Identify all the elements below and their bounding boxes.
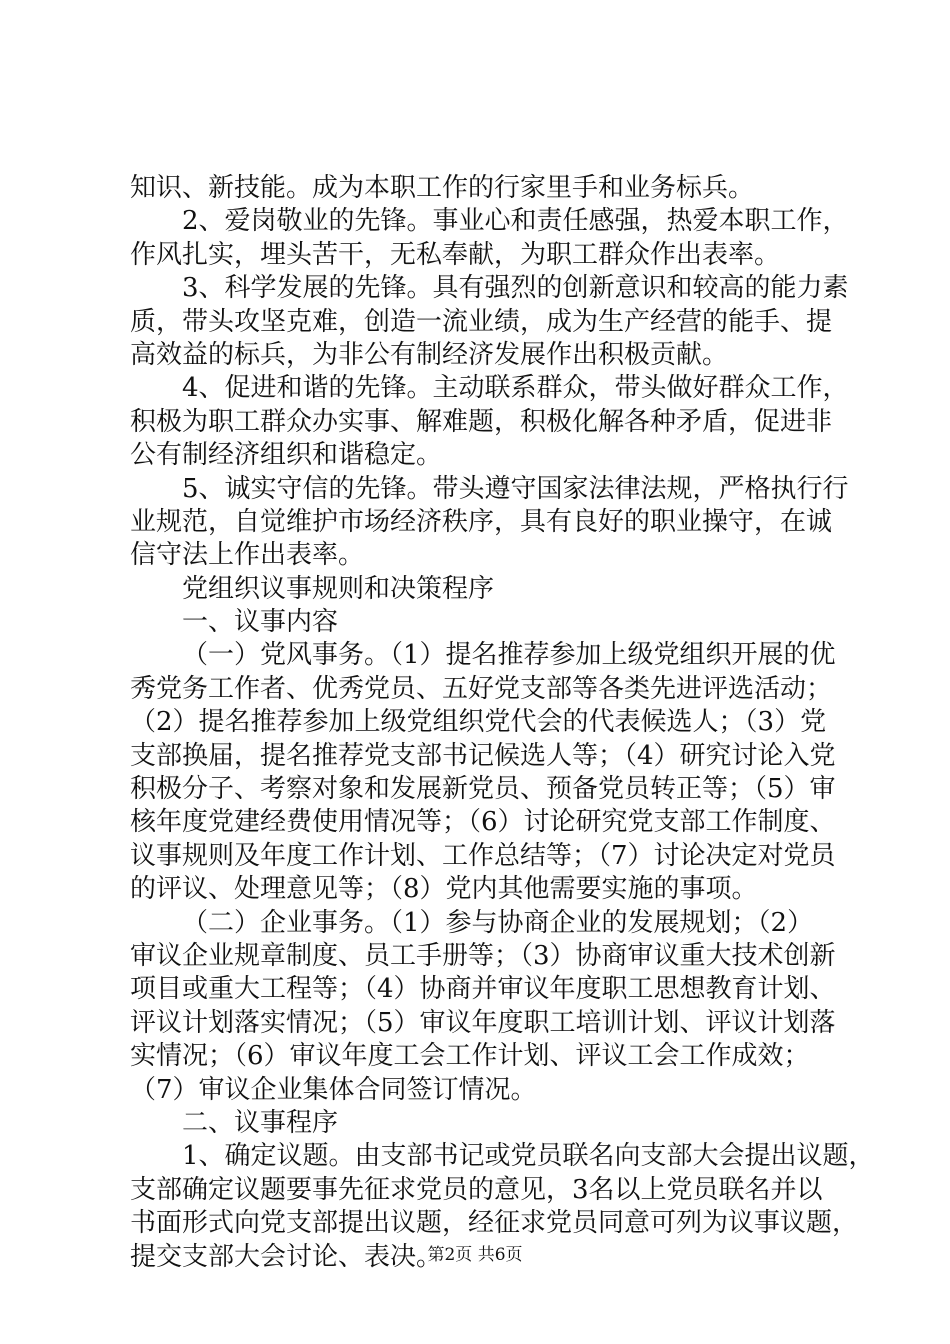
text-line: 提交支部大会讨论、表决。 — [130, 1241, 443, 1272]
section-title: 党组织议事规则和决策程序 — [182, 573, 495, 604]
text-line: 1、确定议题。由支部书记或党员联名向支部大会提出议题， — [182, 1141, 875, 1172]
text-line: 的评议、处理意见等；（8）党内其他需要实施的事项。 — [130, 874, 758, 905]
text-line: 支部换届，提名推荐党支部书记候选人等；（4）研究讨论入党 — [130, 740, 836, 771]
text-line: 5、诚实守信的先锋。带头遵守国家法律法规，严格执行行 — [182, 473, 849, 504]
text-line: （2）提名推荐参加上级党组织党代会的代表候选人；（3）党 — [130, 707, 827, 738]
text-line: 公有制经济组织和谐稳定。 — [130, 440, 443, 471]
section-heading: 二、议事程序 — [182, 1107, 339, 1138]
text-line: 核年度党建经费使用情况等；（6）讨论研究党支部工作制度、 — [130, 807, 836, 838]
page-number: 第2页 共6页 — [427, 1245, 523, 1265]
text-line: 书面形式向党支部提出议题，经征求党员同意可列为议事议题， — [130, 1208, 859, 1239]
text-line: 3、科学发展的先锋。具有强烈的创新意识和较高的能力素 — [182, 273, 849, 304]
text-line: 实情况；（6）审议年度工会工作计划、评议工会工作成效； — [130, 1041, 810, 1072]
text-line: 2、爱岗敬业的先锋。事业心和责任感强，热爱本职工作， — [182, 206, 849, 237]
text-line: 积极为职工群众办实事、解难题，积极化解各种矛盾，促进非 — [130, 406, 833, 437]
text-line: 审议企业规章制度、员工手册等；（3）协商审议重大技术创新 — [130, 940, 836, 971]
text-line: 议事规则及年度工作计划、工作总结等；（7）讨论决定对党员 — [130, 840, 836, 871]
text-line: 业规范，自觉维护市场经济秩序，具有良好的职业操守，在诚 — [130, 506, 833, 537]
text-line: 项目或重大工程等；（4）协商并审议年度职工思想教育计划、 — [130, 974, 836, 1005]
text-line: （7）审议企业集体合同签订情况。 — [130, 1074, 537, 1105]
document-body — [130, 172, 875, 1274]
text-line: 4、促进和谐的先锋。主动联系群众，带头做好群众工作， — [182, 373, 849, 404]
text-line: 积极分子、考察对象和发展新党员、预备党员转正等；（5）审 — [130, 774, 836, 805]
text-line: 高效益的标兵，为非公有制经济发展作出积极贡献。 — [130, 339, 729, 370]
text-line: （一）党风事务。（1）提名推荐参加上级党组织开展的优 — [182, 640, 836, 671]
text-line: 知识、新技能。成为本职工作的行家里手和业务标兵。 — [130, 173, 755, 203]
text-line: 作风扎实，埋头苦干，无私奉献，为职工群众作出表率。 — [130, 239, 781, 270]
text-line: （二）企业事务。（1）参与协商企业的发展规划；（2） — [182, 907, 814, 938]
section-heading: 一、议事内容 — [182, 607, 339, 638]
text-line: 信守法上作出表率。 — [130, 540, 365, 571]
text-line: 评议计划落实情况；（5）审议年度职工培训计划、评议计划落 — [130, 1007, 836, 1038]
text-line: 秀党务工作者、优秀党员、五好党支部等各类先进评选活动； — [130, 673, 833, 704]
text-line: 质，带头攻坚克难，创造一流业绩，成为生产经营的能手、提 — [130, 306, 833, 337]
text-line: 支部确定议题要事先征求党员的意见，3名以上党员联名并以 — [130, 1174, 823, 1205]
